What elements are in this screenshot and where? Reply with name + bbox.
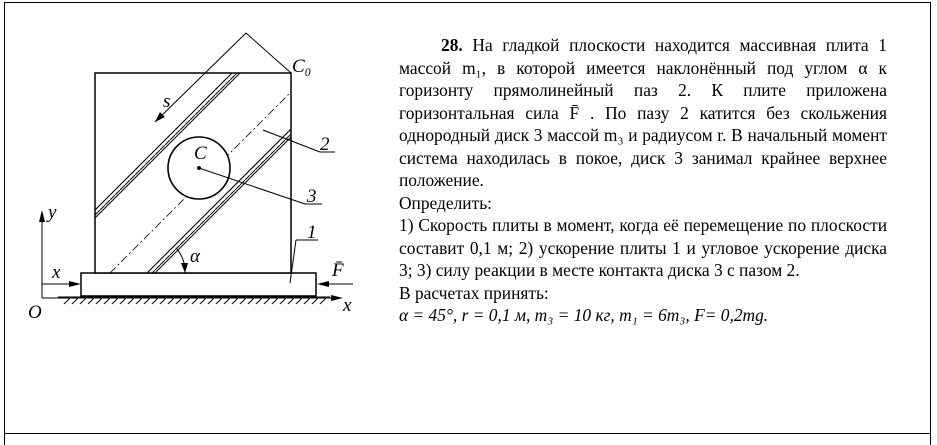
label-s: s <box>163 91 171 112</box>
problem-intro: На гладкой плоскости находится массивная плита 1 массой m₁, в которой имеется наклонённый под углом α к горизонту прямолинейный паз 2. К плите приложена горизонтальная сила F̄ . По пазу 2 катится без скольжения однородный диск 3 массой m₃ и радиусом r. В начальный момент система находилась в покое, диск 3 занимал крайнее верхнее положение. <box>399 35 887 190</box>
label-alpha: α <box>190 246 200 267</box>
problem-number: 28. <box>441 35 463 55</box>
base-plate <box>81 273 316 296</box>
x-axis-arrow <box>331 295 343 301</box>
label-force: F̄ <box>332 260 344 281</box>
x-coordinate-arrow <box>69 281 81 287</box>
label-origin: O <box>28 302 42 323</box>
label-x-left: x <box>52 262 61 283</box>
s-extension-top <box>246 33 291 73</box>
label-y: y <box>48 202 57 223</box>
label-x-axis: x <box>343 295 352 316</box>
determine-label: Определить: <box>399 192 492 213</box>
y-axis-arrow <box>39 210 45 222</box>
label-3: 3 <box>307 186 317 207</box>
label-1: 1 <box>307 222 317 243</box>
problem-text <box>399 34 887 327</box>
given-values: α = 45°, r = 0,1 м, m₃ = 10 кг, m₁ = 6m₃, F= 0,2mg. <box>399 305 769 325</box>
label-c: C <box>194 143 207 164</box>
problem-intro-paragraph <box>399 34 887 192</box>
label-2: 2 <box>320 134 330 155</box>
calc-label: В расчетах принять: <box>399 282 549 303</box>
label-c0: C₀ <box>292 56 312 77</box>
force-arrow <box>317 281 329 287</box>
tasks-list: 1) Скорость плиты в момент, когда её перемещение по плоскости составит 0,1 м; 2) ускорение плиты 1 и угловое ускорение диска 3; 3) силу реакции в месте контакта диска 3 с пазом 2. <box>399 215 887 280</box>
